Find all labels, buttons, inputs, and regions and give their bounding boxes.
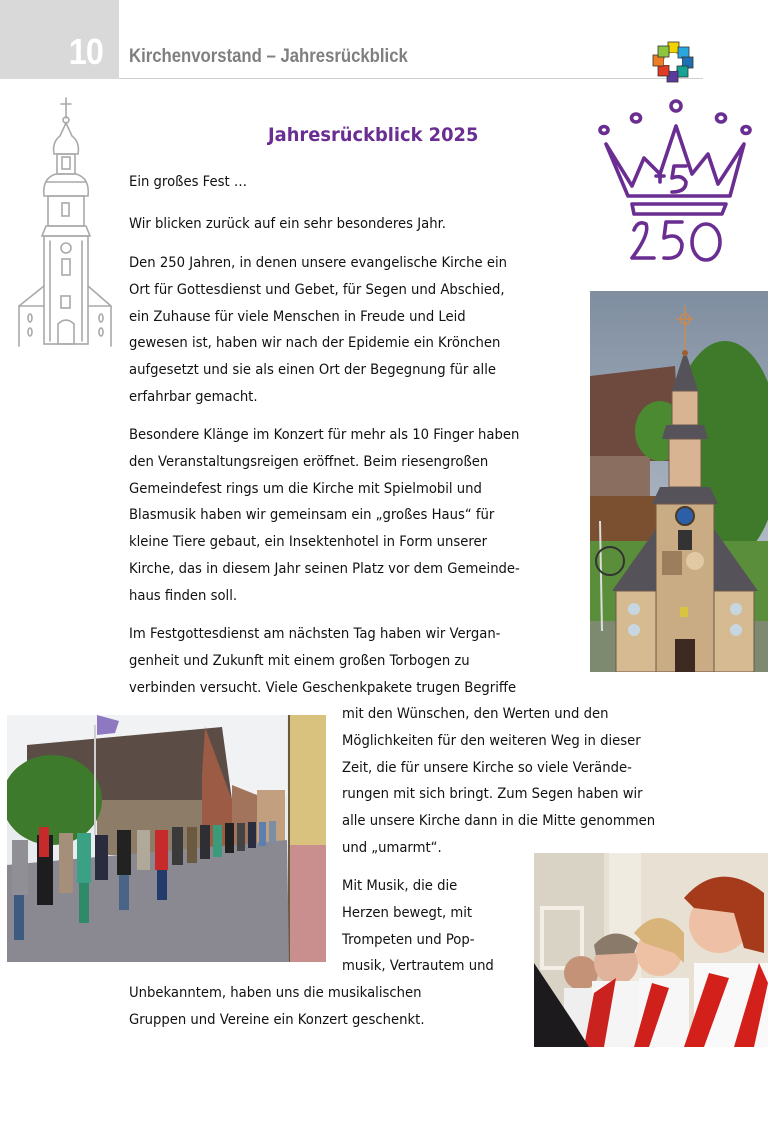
text-line: gewesen ist, haben wir nach der Epidemie ein Krönchen <box>129 335 501 352</box>
section-title: Kirchenvorstand – Jahresrückblick <box>129 46 408 67</box>
text-line: Den 250 Jahren, in denen unsere evangelische Kirche ein <box>129 255 508 271</box>
text-line: Herzen bewegt, mit <box>342 904 473 921</box>
text-line: Ort für Gottesdienst und Gebet, für Segen und Abschied, <box>129 281 505 298</box>
lead-text <box>129 211 446 238</box>
text-line: Im Festgottesdienst am nächsten Tag haben wir Vergan- <box>129 626 501 642</box>
text-line: aufgesetzt und sie als einen Ort der Begegnung für alle <box>129 362 496 379</box>
text-line: verbinden versucht. Viele Geschenkpakete trugen Begriffe <box>129 679 517 696</box>
text-line: Besondere Klänge im Konzert für mehr als 10 Finger haben <box>129 427 520 443</box>
page-number: 10 <box>68 31 103 72</box>
text-line: musik, Vertrautem und <box>342 958 494 975</box>
article-title: Jahresrückblick 2025 <box>268 124 479 146</box>
paragraph-1 <box>129 250 507 411</box>
crown-icon <box>594 96 754 266</box>
paragraph-3b <box>342 701 655 862</box>
text-line: Unbekanntem, haben uns die musikalischen <box>129 985 422 1001</box>
paragraph-4b <box>129 980 425 1034</box>
intro-line: Ein großes Fest … <box>129 174 248 190</box>
text-line: genheit und Zukunft mit einem großen Torbogen zu <box>129 652 470 669</box>
text-line: Trompeten und Pop- <box>342 931 475 948</box>
text-line: den Veranstaltungsreigen eröffnet. Beim riesengroßen <box>129 453 489 470</box>
text-line: Kirche, das in diesem Jahr seinen Platz vor dem Gemeinde- <box>129 560 520 577</box>
text-line: Gemeindefest rings um die Kirche mit Spielmobil und <box>129 480 482 497</box>
lead-line: Wir blicken zurück auf ein sehr besonderes Jahr. <box>129 216 446 232</box>
text-line: kleine Tiere gebaut, ein Insektenhotel in Form unserer <box>129 534 488 551</box>
text-line: erfahrbar gemacht. <box>129 388 258 405</box>
text-line: Gruppen und Vereine ein Konzert geschenkt. <box>129 1011 425 1028</box>
header-divider <box>119 78 703 79</box>
choir-photo <box>534 853 768 1047</box>
paragraph-2 <box>129 422 520 610</box>
text-line: haus finden soll. <box>129 587 238 604</box>
rainbow-cross-logo-icon <box>652 41 694 83</box>
text-line: Blasmusik haben wir gemeinsam ein „großes Haus“ für <box>129 507 495 524</box>
text-line: und „umarmt“. <box>342 839 442 856</box>
text-line: Zeit, die für unsere Kirche so viele Verände- <box>342 759 632 776</box>
text-line: ein Zuhause für viele Menschen in Freude und Leid <box>129 308 466 325</box>
page-number-box <box>0 0 119 79</box>
insect-hotel-photo <box>590 291 768 672</box>
text-line: Möglichkeiten für den weiteren Weg in dieser <box>342 732 641 749</box>
church-tower-icon <box>14 96 114 348</box>
text-line: mit den Wünschen, den Werten und den <box>342 706 609 722</box>
text-line: alle unsere Kirche dann in die Mitte genommen <box>342 813 656 830</box>
intro-text <box>129 169 247 196</box>
text-line: Mit Musik, die die <box>342 878 458 894</box>
paragraph-4a <box>342 873 494 980</box>
text-line: rungen mit sich bringt. Zum Segen haben wir <box>342 786 643 803</box>
paragraph-3a <box>129 621 516 701</box>
church-embrace-photo <box>7 715 326 962</box>
